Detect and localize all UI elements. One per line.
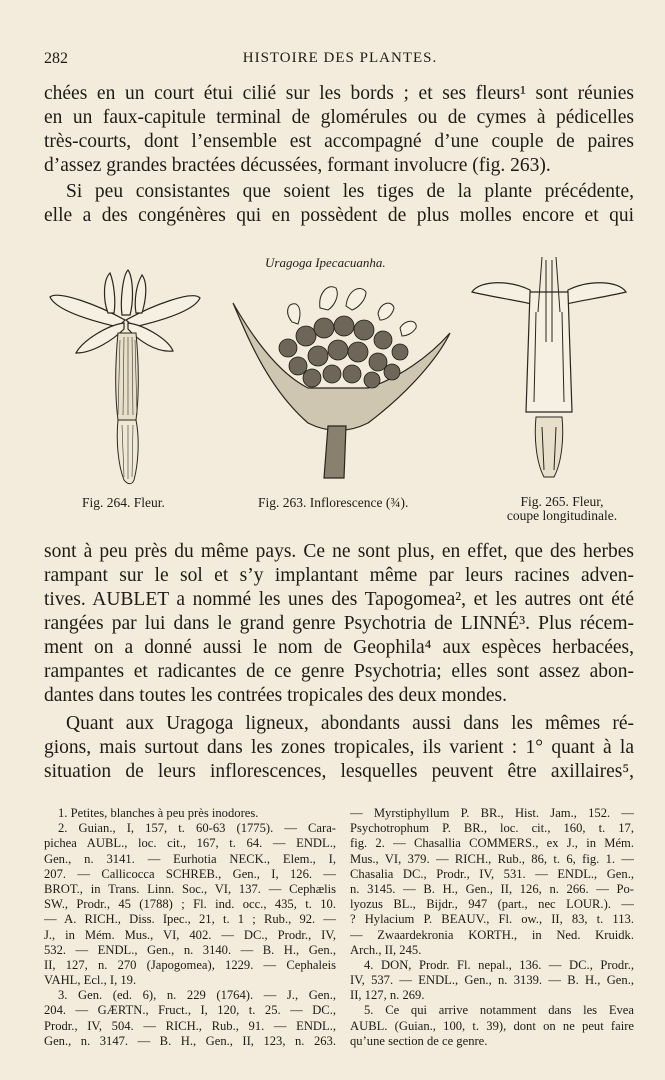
footnote-line: fig. 2. — Chasallia COMMERS., ex J., in Mém. [350, 836, 634, 851]
footnotes-right-column [350, 806, 634, 1049]
body-line: chées en un court étui cilié sur les bords ; et ses fleurs¹ sont réunies [44, 83, 634, 104]
footnote-line: 532. — ENDL., Gen., n. 3140. — B. H., Gen., [44, 942, 336, 957]
caption-fig-264: Fig. 264. Fleur. [82, 495, 165, 510]
footnote-line: BROT., in Trans. Linn. Soc., VI, 137. — Cephælis [44, 881, 336, 896]
footnote-line: — Zwaardekronia KORTH., in Ned. Kruidk. [350, 927, 634, 942]
body-line: d’assez grandes bractées décussées, formant involucre (fig. 263). [44, 155, 551, 176]
figure-title: Uragoga Ipecacuanha. [265, 255, 386, 270]
inflorescence-illustration [228, 278, 458, 488]
flower-illustration [48, 265, 203, 490]
flower-section-illustration [470, 252, 628, 484]
body-line: très-courts, dont l’ensemble est accompagné d’une couple de paires [44, 131, 634, 152]
footnote-line: 1. Petites, blanches à peu près inodores. [58, 806, 259, 820]
footnote-line: IV, 537. — ENDL., Gen., n. 3139. — B. H., Gen., [350, 973, 634, 988]
caption-fig-265-line2: coupe longitudinale. [506, 508, 618, 523]
footnote-line: Psychotrophum P. BR., loc. cit., 160, t. 17, [350, 821, 634, 836]
footnote-line: 4. DON, Prodr. Fl. nepal., 136. — DC., Prodr., [364, 957, 634, 972]
body-line: elle a des congénères qui en possèdent de plus molles encore et qui [44, 205, 634, 226]
footnote-line: II, 127, n. 269. [350, 988, 425, 1003]
body-line: situation de leurs inflorescences, lesquelles peuvent être axillaires⁵, [44, 761, 634, 782]
footnote-line: Arch., II, 245. [350, 942, 422, 957]
footnote-line: Prodr., IV, 504. — RICH., Rub., 91. — ENDL., [44, 1018, 336, 1033]
caption-fig-265-line1: Fig. 265. Fleur, [520, 494, 604, 509]
footnote-line: lyozus BL., Bijdr., 947 (part., nec LOUR.). — [350, 897, 634, 912]
page-number: 282 [44, 50, 68, 67]
footnote-line: 2. Guian., I, 157, t. 60-63 (1775). — Cara- [58, 821, 336, 836]
body-line: sont à peu près du même pays. Ce ne sont plus, en effet, que des herbes [44, 541, 634, 562]
footnote-line: VAHL, Ecl., I, 19. [44, 973, 137, 988]
footnote-line: 5. Ce qui arrive notamment dans les Evea [364, 1003, 634, 1018]
footnote-line: ? Hylacium P. BEAUV., Fl. ow., II, 83, t. 113. [350, 912, 634, 927]
footnote-line: Gen., n. 3147. — B. H., Gen., II, 123, n. 263. [44, 1033, 336, 1048]
footnote-line: 207. — Callicocca SCHREB., Gen., I, 126. — [44, 866, 336, 881]
footnote-line: Mus., VI, 379. — RICH., Rub., 86, t. 6, fig. 1. — [350, 851, 634, 866]
footnote-line: AUBL. (Guian., 100, t. 39), dont on ne peut faire [350, 1018, 634, 1033]
footnote-line: 3. Gen. (ed. 6), n. 229 (1764). — J., Gen., [58, 988, 336, 1003]
footnote-line: J., in Mém. Mus., VI, 402. — DC., Prodr., IV, [44, 927, 336, 942]
footnote-line: 204. — GÆRTN., Fruct., I, 120, t. 25. — DC., [44, 1003, 336, 1018]
page-header [44, 50, 636, 72]
body-line: rampant sur le sol et s’y implantant même par leurs racines adven- [44, 565, 634, 586]
body-line: rangées par lui dans le grand genre Psychotria de LINNÉ³. Plus récem- [44, 613, 634, 634]
footnote-line: Chasalia DC., Prodr., IV, 531. — ENDL., Gen., [350, 866, 634, 881]
running-title: HISTOIRE DES PLANTES. [242, 50, 438, 66]
footnotes-left-column [44, 806, 336, 1049]
body-line: gions, mais surtout dans les zones tropicales, ils varient : 1° quant à la [44, 737, 634, 758]
footnote-line: pichea AUBL., loc. cit., 167, t. 64. — ENDL., [44, 836, 336, 851]
body-line: dantes dans toutes les contrées tropicales des deux mondes. [44, 685, 508, 706]
footnote-line: — A. RICH., Diss. Ipec., 21, t. 1 ; Rub., 92. — [44, 912, 336, 927]
body-line: Si peu consistantes que soient les tiges de la plante précédente, [66, 181, 634, 202]
body-line: rampantes et radicantes de ce genre Psychotria; elles sont assez abon- [44, 661, 634, 682]
body-line: Quant aux Uragoga ligneux, abondants aussi dans les mêmes ré- [66, 713, 634, 734]
footnote-line: SW., Prodr., 45 (1788) ; Fl. ind. occ., 435, t. 10. [44, 897, 336, 912]
caption-fig-263: Fig. 263. Inflorescence (¾). [258, 495, 409, 510]
footnote-line: n. 3145. — B. H., Gen., II, 126, n. 266. — Po- [350, 881, 634, 896]
footnote-line: Gen., n. 3141. — Eurhotia NECK., Elem., I, [44, 851, 336, 866]
footnote-line: II, 127, n. 270 (Japogomea), 1229. — Cephaleis [44, 957, 336, 972]
footnote-line: qu’une section de ce genre. [350, 1033, 488, 1048]
body-line: ment on a donné aussi le nom de Geophila⁴ aux espèces herbacées, [44, 637, 634, 658]
body-line: en un faux-capitule terminal de glomérules ou de cymes à pédicelles [44, 107, 634, 128]
footnote-line: — Myrstiphyllum P. BR., Hist. Jam., 152. — [350, 806, 634, 820]
body-line: tives. AUBLET a nommé les unes des Tapogomea², et les autres ont été [44, 589, 634, 610]
